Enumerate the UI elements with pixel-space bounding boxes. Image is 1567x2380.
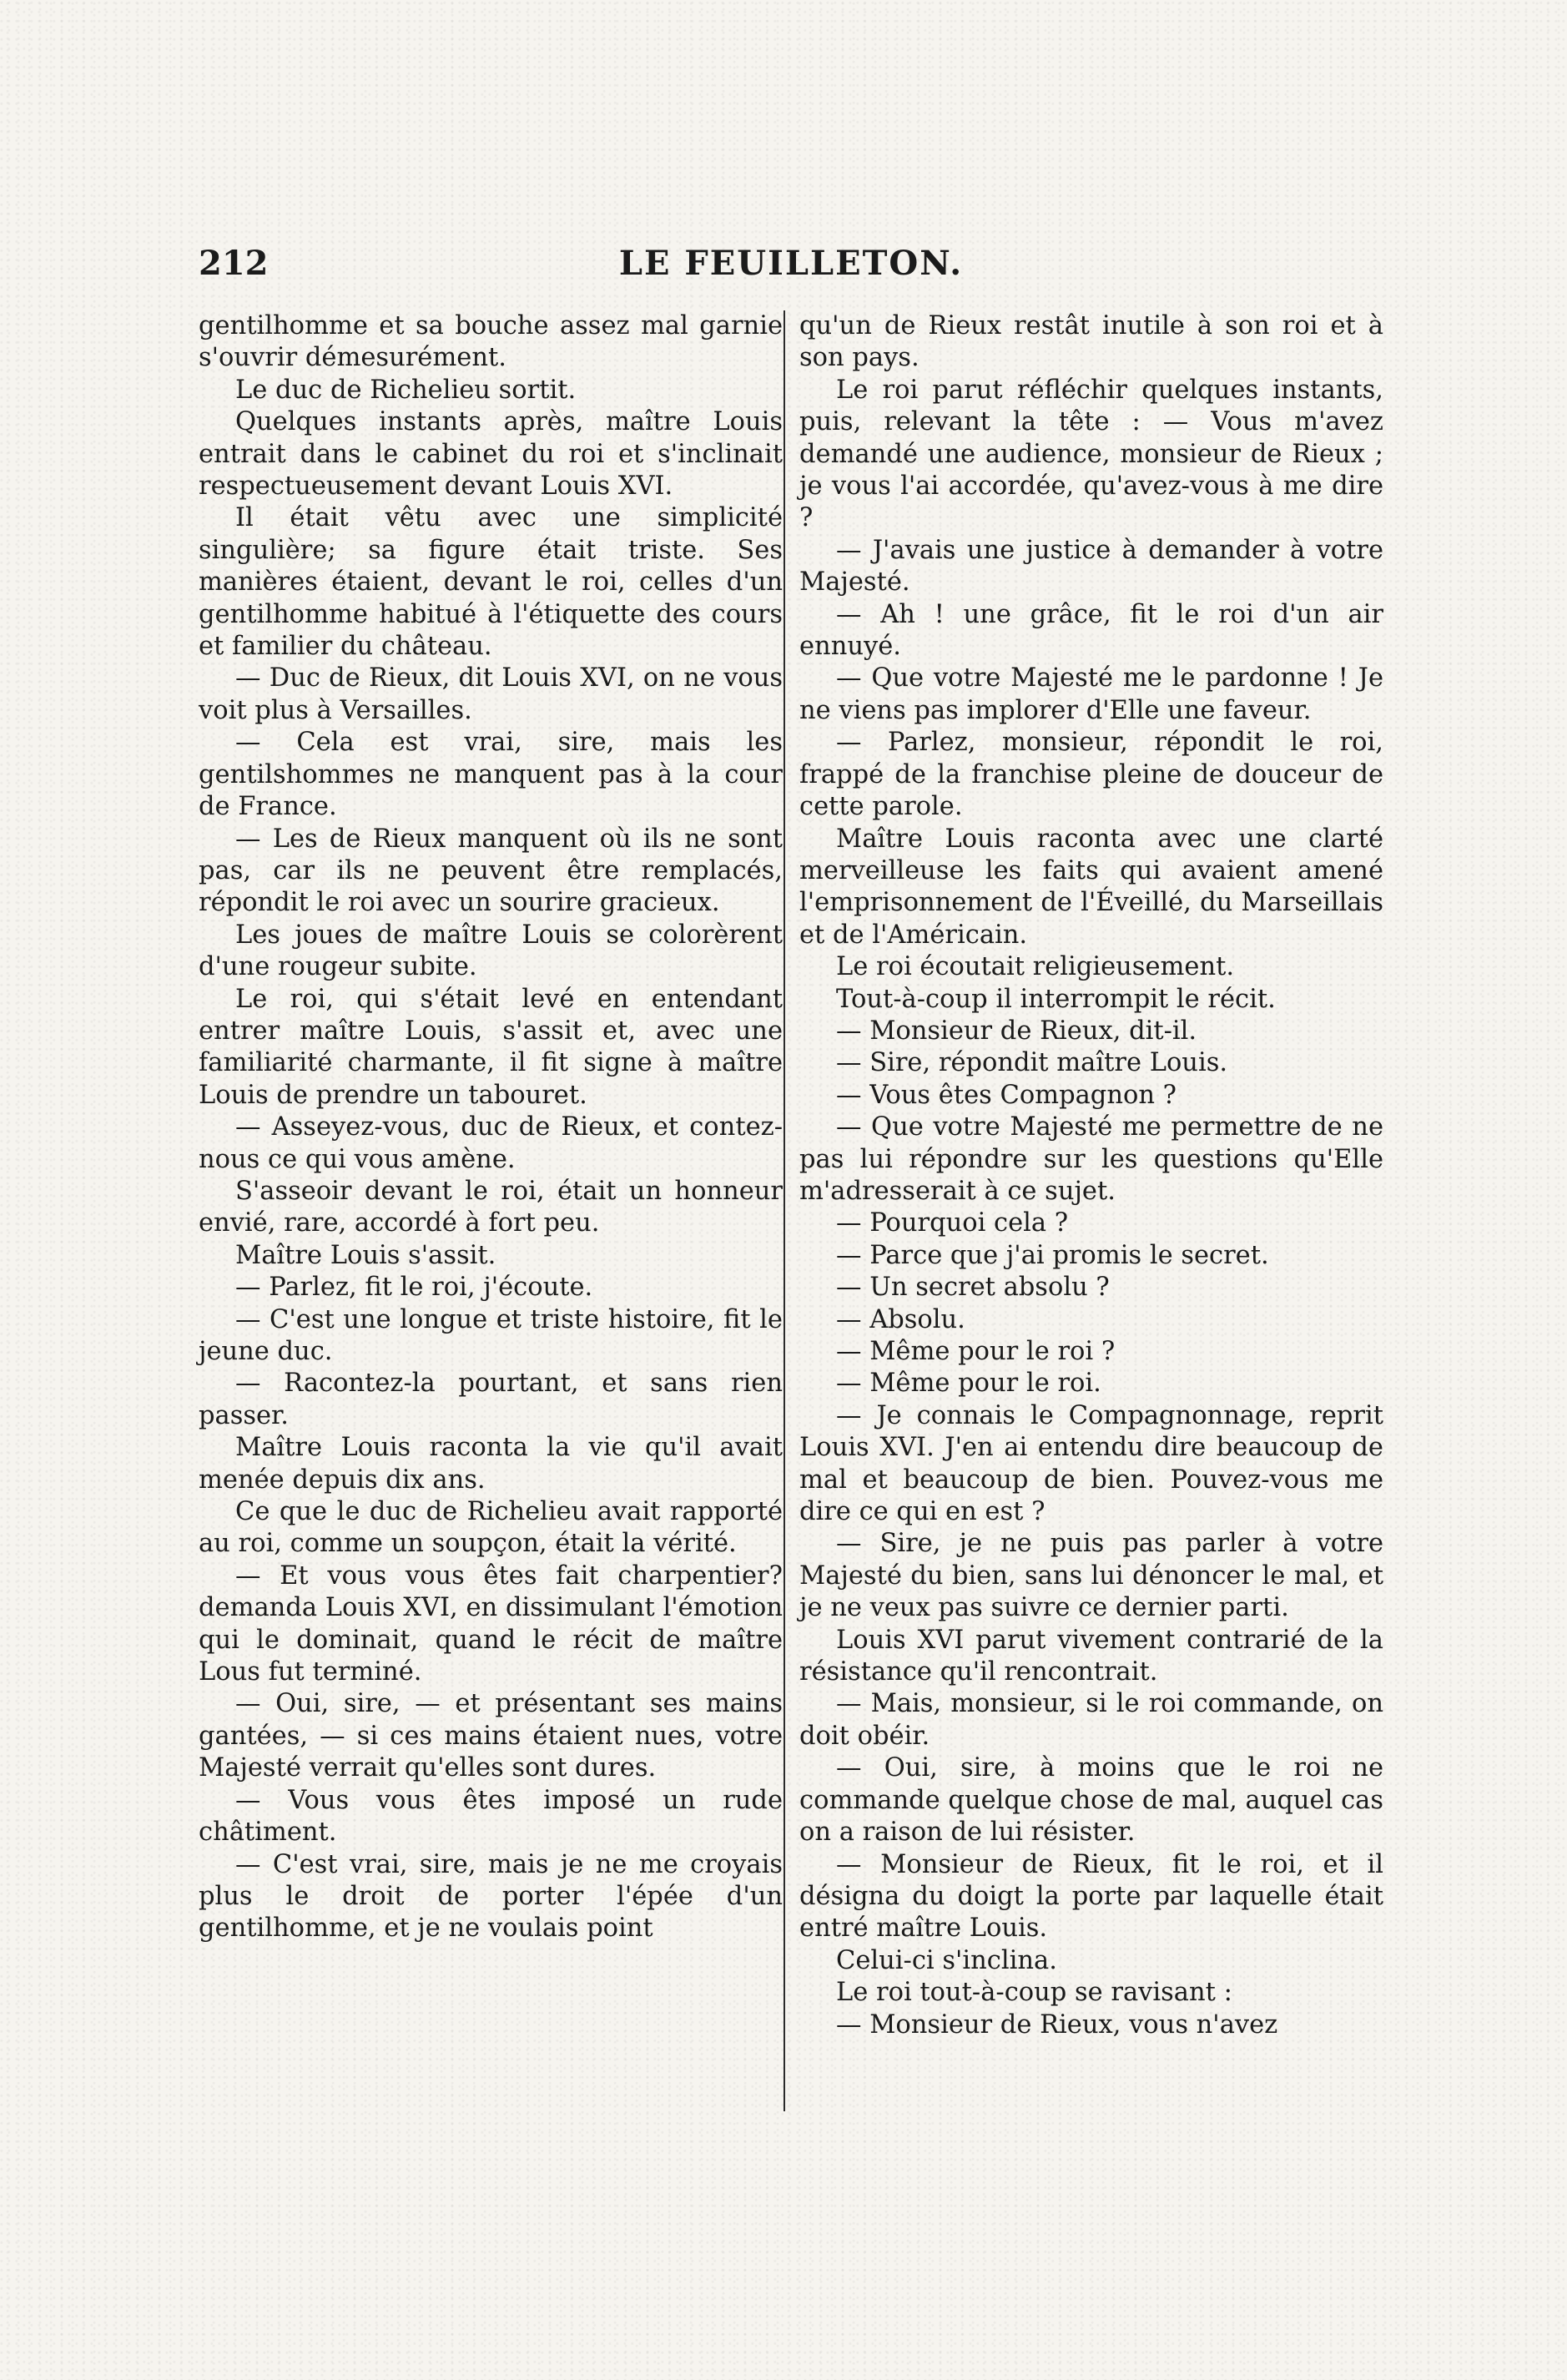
paragraph: Maître Louis s'assit. bbox=[235, 1240, 496, 1270]
paragraph: — Monsieur de Rieux, vous n'avez bbox=[836, 2009, 1278, 2040]
paragraph: — Que votre Majesté me le pardonne ! Je ne viens pas implorer d'Elle une faveur. bbox=[799, 663, 1383, 725]
paragraph: gentilhomme et sa bouche assez mal garnie s'ouvrir démesurément. bbox=[199, 311, 783, 373]
page-header bbox=[199, 244, 1383, 294]
paragraph: qu'un de Rieux restât inutile à son roi et à son pays. bbox=[799, 311, 1383, 373]
paragraph: Louis XVI parut vivement contrarié de la résistance qu'il rencontrait. bbox=[799, 1625, 1383, 1687]
paragraph: — Racontez-la pourtant, et sans rien passer. bbox=[199, 1369, 783, 1430]
paragraph: — Que votre Majesté me permettre de ne pas lui répondre sur les questions qu'Elle m'adresserait à ce sujet. bbox=[799, 1112, 1383, 1206]
paragraph: — Je connais le Compagnonnage, reprit Louis XVI. J'en ai entendu dire beaucoup de mal et beaucoup de bien. Pouvez-vous me dire ce qui en est ? bbox=[799, 1400, 1383, 1527]
paragraph: — Même pour le roi ? bbox=[836, 1337, 1116, 1366]
paragraph: — Mais, monsieur, si le roi commande, on doit obéir. bbox=[799, 1689, 1383, 1751]
paragraph: — Parce que j'ai promis le secret. bbox=[836, 1240, 1269, 1270]
paragraph: Le roi parut réfléchir quelques instants, puis, relevant la tête : — Vous m'avez demandé une audience, monsieur de Rieux ; je vous l'ai accordée, qu'avez-vous à me dire ? bbox=[799, 375, 1383, 533]
paragraph: Quelques instants après, maître Louis entrait dans le cabinet du roi et s'inclinait respectueusement devant Louis XVI. bbox=[199, 407, 783, 502]
paragraph: — Sire, je ne puis pas parler à votre Majesté du bien, sans lui dénoncer le mal, et je ne veux pas suivre ce dernier parti. bbox=[799, 1529, 1383, 1623]
paragraph: — Asseyez-vous, duc de Rieux, et contez-nous ce qui vous amène. bbox=[199, 1112, 783, 1174]
paragraph: — Et vous vous êtes fait charpentier? demanda Louis XVI, en dissimulant l'émotion qui le dominait, quand le récit de maître Lous fut terminé. bbox=[199, 1561, 783, 1687]
paragraph: Le duc de Richelieu sortit. bbox=[235, 375, 577, 405]
paragraph: — Parlez, fit le roi, j'écoute. bbox=[235, 1273, 593, 1303]
paragraph: Tout-à-coup il interrompit le récit. bbox=[836, 984, 1276, 1014]
paragraph: — Les de Rieux manquent où ils ne sont pas, car ils ne peuvent être remplacés, répondit le roi avec un sourire gracieux. bbox=[199, 824, 783, 918]
paragraph: — Oui, sire, à moins que le roi ne commande quelque chose de mal, auquel cas on a raison de lui résister. bbox=[799, 1753, 1383, 1848]
paragraph: Le roi écoutait religieusement. bbox=[836, 952, 1235, 982]
paragraph: — Vous vous êtes imposé un rude châtiment. bbox=[199, 1785, 783, 1848]
paragraph: — Un secret absolu ? bbox=[836, 1273, 1110, 1303]
paragraph: — C'est vrai, sire, mais je ne me croyais plus le droit de porter l'épée d'un gentilhomme, et je ne voulais point bbox=[199, 1849, 783, 1944]
paragraph: Il était vêtu avec une simplicité singulière; sa figure était triste. Ses manières étaient, devant le roi, celles d'un gentilhomme habitué à l'étiquette des cours et familier du château. bbox=[199, 503, 783, 662]
page-number: 212 bbox=[199, 244, 269, 283]
paragraph: — Cela est vrai, sire, mais les gentilshommes ne manquent pas à la cour de France. bbox=[199, 728, 783, 822]
right-column bbox=[799, 310, 1383, 2041]
paragraph: — Ah ! une grâce, fit le roi d'un air ennuyé. bbox=[799, 599, 1383, 662]
paragraph: Maître Louis raconta avec une clarté merveilleuse les faits qui avaient amené l'emprisonnement de l'Éveillé, du Marseillais et de l'Américain. bbox=[799, 824, 1383, 950]
paragraph: Ce que le duc de Richelieu avait rapporté au roi, comme un soupçon, était la vérité. bbox=[199, 1497, 783, 1559]
paragraph: S'asseoir devant le roi, était un honneur envié, rare, accordé à fort peu. bbox=[199, 1176, 783, 1238]
paragraph: — J'avais une justice à demander à votre Majesté. bbox=[799, 535, 1383, 598]
paragraph: Maître Louis raconta la vie qu'il avait menée depuis dix ans. bbox=[199, 1433, 783, 1495]
paragraph: — Vous êtes Compagnon ? bbox=[836, 1080, 1177, 1110]
paragraph: — Pourquoi cela ? bbox=[836, 1208, 1069, 1238]
paragraph: — Absolu. bbox=[836, 1304, 965, 1334]
paragraph: — Duc de Rieux, dit Louis XVI, on ne vous voit plus à Versailles. bbox=[199, 663, 783, 725]
paragraph: Les joues de maître Louis se colorèrent d'une rougeur subite. bbox=[199, 920, 783, 982]
paragraph: — Monsieur de Rieux, dit-il. bbox=[836, 1016, 1197, 1046]
left-column bbox=[199, 310, 783, 1945]
paragraph: Le roi, qui s'était levé en entendant entrer maître Louis, s'assit et, avec une familiarité charmante, il fit signe à maître Louis de prendre un tabouret. bbox=[199, 984, 783, 1110]
paragraph: — Oui, sire, — et présentant ses mains gantées, — si ces mains étaient nues, votre Majesté verrait qu'elles sont dures. bbox=[199, 1689, 783, 1783]
running-title: LE FEUILLETON. bbox=[618, 244, 964, 283]
paragraph: — Même pour le roi. bbox=[836, 1369, 1101, 1399]
paragraph: — C'est une longue et triste histoire, fit le jeune duc. bbox=[199, 1304, 783, 1366]
column-divider bbox=[784, 310, 785, 2111]
paragraph: — Parlez, monsieur, répondit le roi, frappé de la franchise pleine de douceur de cette parole. bbox=[799, 728, 1383, 822]
paragraph: — Sire, répondit maître Louis. bbox=[836, 1048, 1228, 1078]
paragraph: Le roi tout-à-coup se ravisant : bbox=[836, 1978, 1232, 2008]
paragraph: Celui-ci s'inclina. bbox=[836, 1945, 1057, 1975]
paragraph: — Monsieur de Rieux, fit le roi, et il désigna du doigt la porte par laquelle était entré maître Louis. bbox=[799, 1849, 1383, 1944]
